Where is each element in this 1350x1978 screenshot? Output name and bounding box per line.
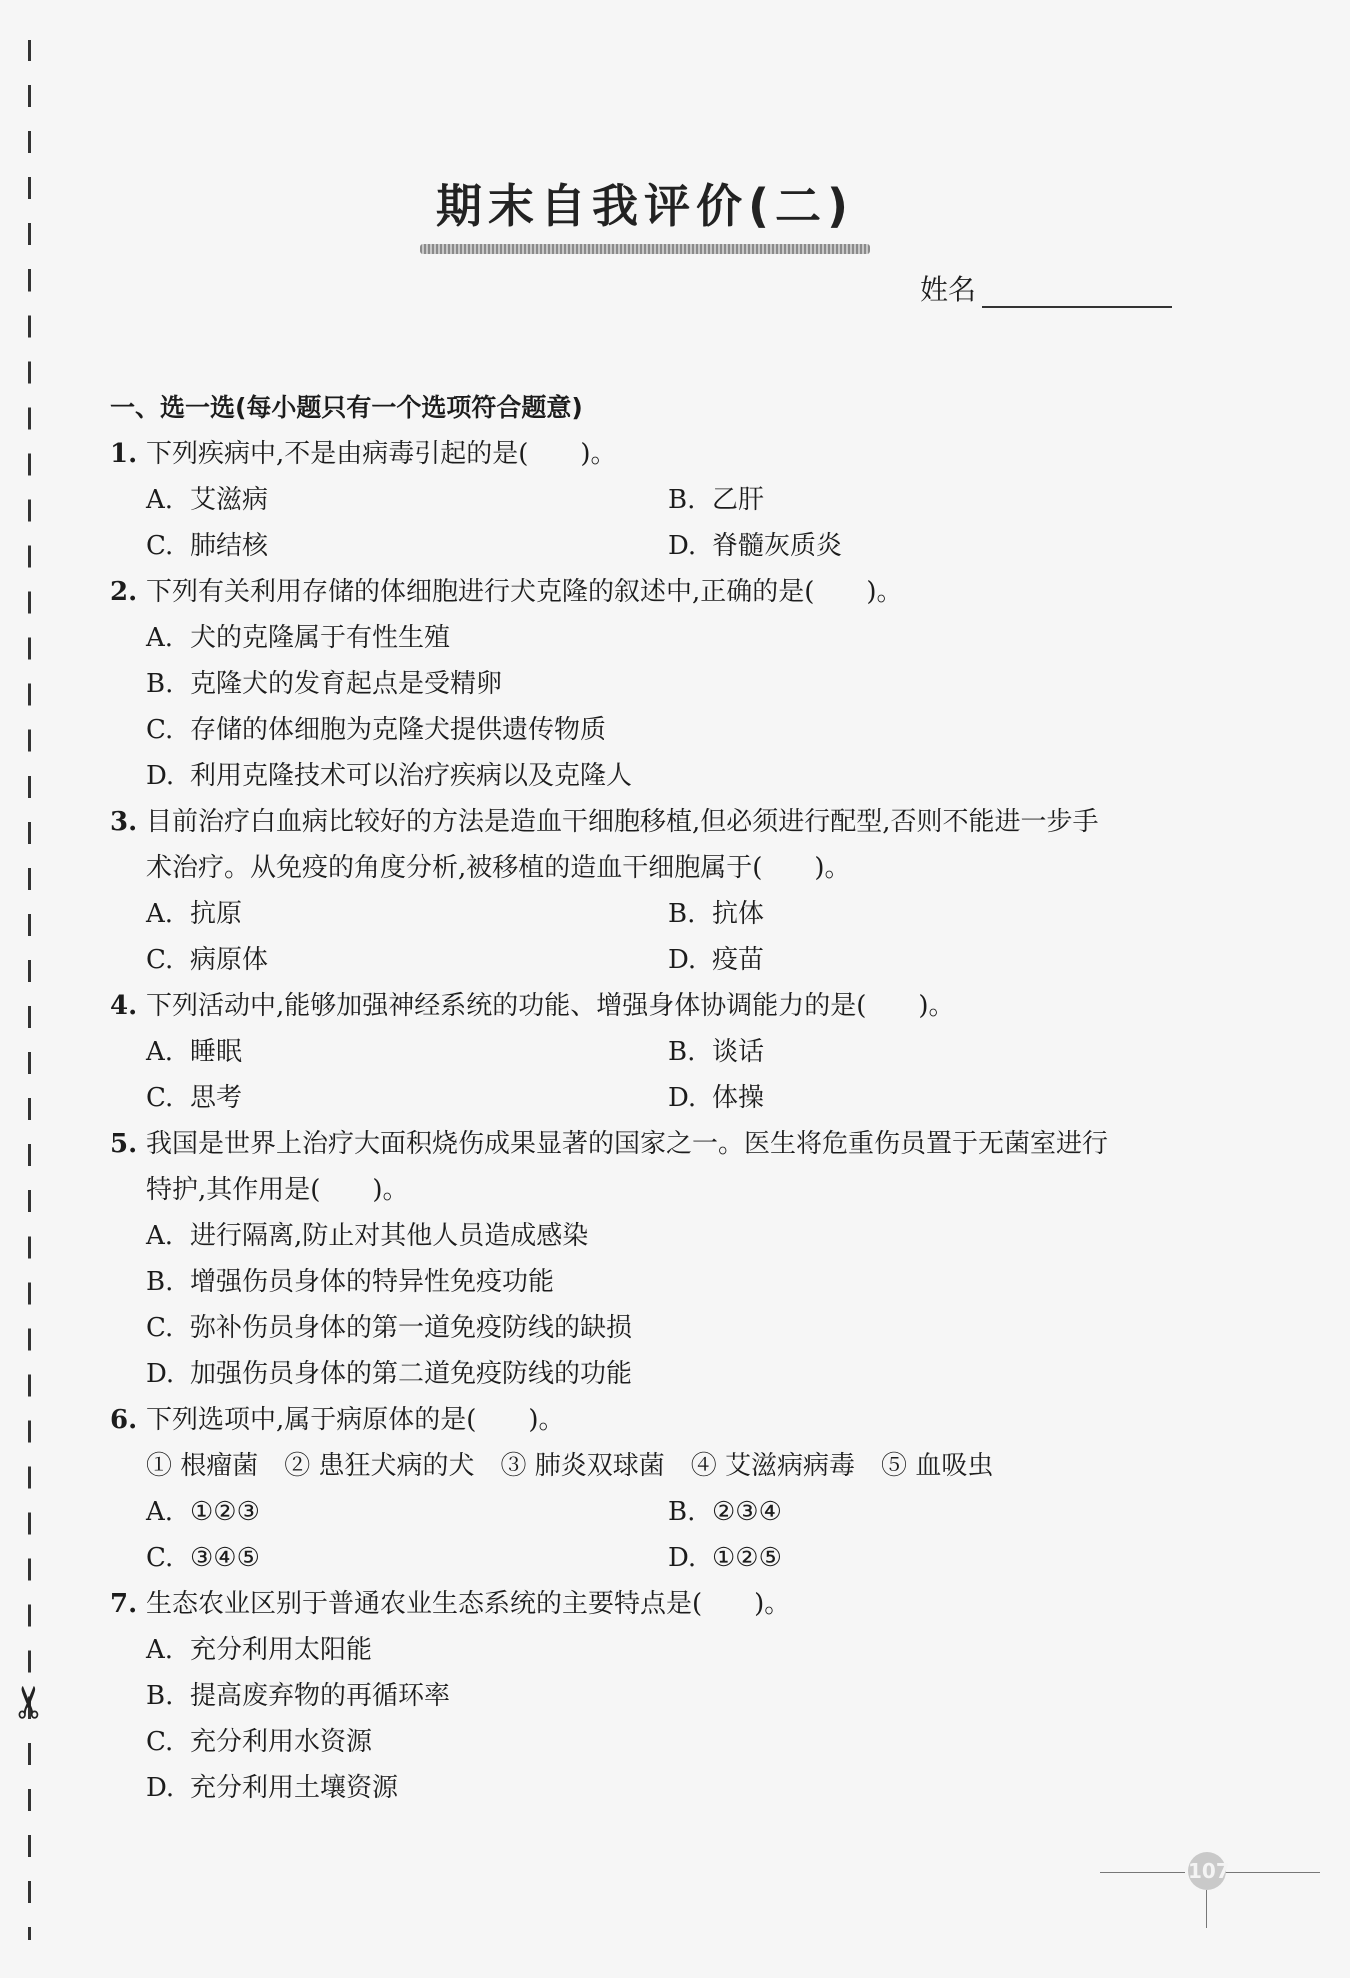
option-a[interactable]: A. ①②③	[146, 1497, 260, 1527]
option-a[interactable]: A. 进行隔离,防止对其他人员造成感染	[146, 1221, 589, 1251]
name-field	[920, 268, 1172, 308]
page-number: 107	[1188, 1852, 1226, 1890]
question-7	[110, 1581, 1190, 1811]
question-number: 3.	[110, 807, 138, 837]
question-number: 1.	[110, 439, 138, 469]
option-a[interactable]: A. 犬的克隆属于有性生殖	[146, 623, 451, 653]
item-list: ① 根瘤菌 ② 患狂犬病的犬 ③ 肺炎双球菌 ④ 艾滋病病毒 ⑤ 血吸虫	[146, 1451, 994, 1481]
option-d[interactable]: D. 充分利用土壤资源	[146, 1773, 399, 1803]
option-c[interactable]: C. 存储的体细胞为克隆犬提供遗传物质	[146, 715, 607, 745]
option-d[interactable]: D. ①②⑤	[668, 1543, 782, 1573]
option-d[interactable]: D. 脊髓灰质炎	[668, 531, 843, 561]
option-a[interactable]: A. 艾滋病	[146, 485, 269, 515]
page-number-rule	[1225, 1872, 1320, 1873]
question-number: 5.	[110, 1129, 138, 1159]
question-5	[110, 1121, 1190, 1397]
question-number: 4.	[110, 991, 138, 1021]
question-number: 6.	[110, 1405, 138, 1435]
option-b[interactable]: B. 提高废弃物的再循环率	[146, 1681, 451, 1711]
scissors-icon: ✂	[4, 1683, 56, 1721]
questions-area	[110, 385, 1190, 1811]
option-d[interactable]: D. 体操	[668, 1083, 765, 1113]
title-block	[420, 170, 870, 254]
question-4	[110, 983, 1190, 1121]
question-6	[110, 1397, 1190, 1581]
question-text: 下列选项中,属于病原体的是( )。	[146, 1405, 565, 1435]
question-3	[110, 799, 1190, 983]
question-number: 2.	[110, 577, 138, 607]
page-number-stem	[1206, 1890, 1207, 1928]
option-c[interactable]: C. 病原体	[146, 945, 269, 975]
page-number-rule	[1100, 1872, 1185, 1873]
option-b[interactable]: B. 谈话	[668, 1037, 765, 1067]
option-c[interactable]: C. 充分利用水资源	[146, 1727, 373, 1757]
option-b[interactable]: B. 抗体	[668, 899, 765, 929]
option-a[interactable]: A. 抗原	[146, 899, 243, 929]
question-text: 目前治疗白血病比较好的方法是造血干细胞移植,但必须进行配型,否则不能进一步手	[146, 807, 1099, 837]
option-b[interactable]: B. ②③④	[668, 1497, 782, 1527]
question-text: 生态农业区别于普通农业生态系统的主要特点是( )。	[146, 1589, 791, 1619]
page-number-block	[1100, 1850, 1320, 1930]
option-a[interactable]: A. 充分利用太阳能	[146, 1635, 373, 1665]
title-underline	[420, 244, 870, 254]
option-b[interactable]: B. 增强伤员身体的特异性免疫功能	[146, 1267, 555, 1297]
question-1	[110, 431, 1190, 569]
option-b[interactable]: B. 克隆犬的发育起点是受精卵	[146, 669, 503, 699]
name-blank[interactable]	[982, 276, 1172, 308]
question-2	[110, 569, 1190, 799]
section-heading: 一、选一选(每小题只有一个选项符合题意)	[110, 393, 583, 422]
option-d[interactable]: D. 疫苗	[668, 945, 765, 975]
name-label: 姓名	[920, 273, 977, 306]
question-text: 下列有关利用存储的体细胞进行犬克隆的叙述中,正确的是( )。	[146, 577, 903, 607]
question-text-cont: 特护,其作用是( )。	[146, 1175, 409, 1205]
question-text-cont: 术治疗。从免疫的角度分析,被移植的造血干细胞属于( )。	[146, 853, 851, 883]
question-text: 下列疾病中,不是由病毒引起的是( )。	[146, 439, 617, 469]
option-d[interactable]: D. 加强伤员身体的第二道免疫防线的功能	[146, 1359, 633, 1389]
option-c[interactable]: C. 肺结核	[146, 531, 269, 561]
option-a[interactable]: A. 睡眠	[146, 1037, 243, 1067]
option-d[interactable]: D. 利用克隆技术可以治疗疾病以及克隆人	[146, 761, 633, 791]
option-b[interactable]: B. 乙肝	[668, 485, 765, 515]
question-text: 下列活动中,能够加强神经系统的功能、增强身体协调能力的是( )。	[146, 991, 955, 1021]
option-c[interactable]: C. 弥补伤员身体的第一道免疫防线的缺损	[146, 1313, 633, 1343]
page-title: 期末自我评价(二)	[435, 179, 855, 233]
cut-line	[28, 40, 31, 1940]
question-text: 我国是世界上治疗大面积烧伤成果显著的国家之一。医生将危重伤员置于无菌室进行	[146, 1129, 1109, 1159]
option-c[interactable]: C. 思考	[146, 1083, 243, 1113]
option-c[interactable]: C. ③④⑤	[146, 1543, 260, 1573]
question-number: 7.	[110, 1589, 138, 1619]
